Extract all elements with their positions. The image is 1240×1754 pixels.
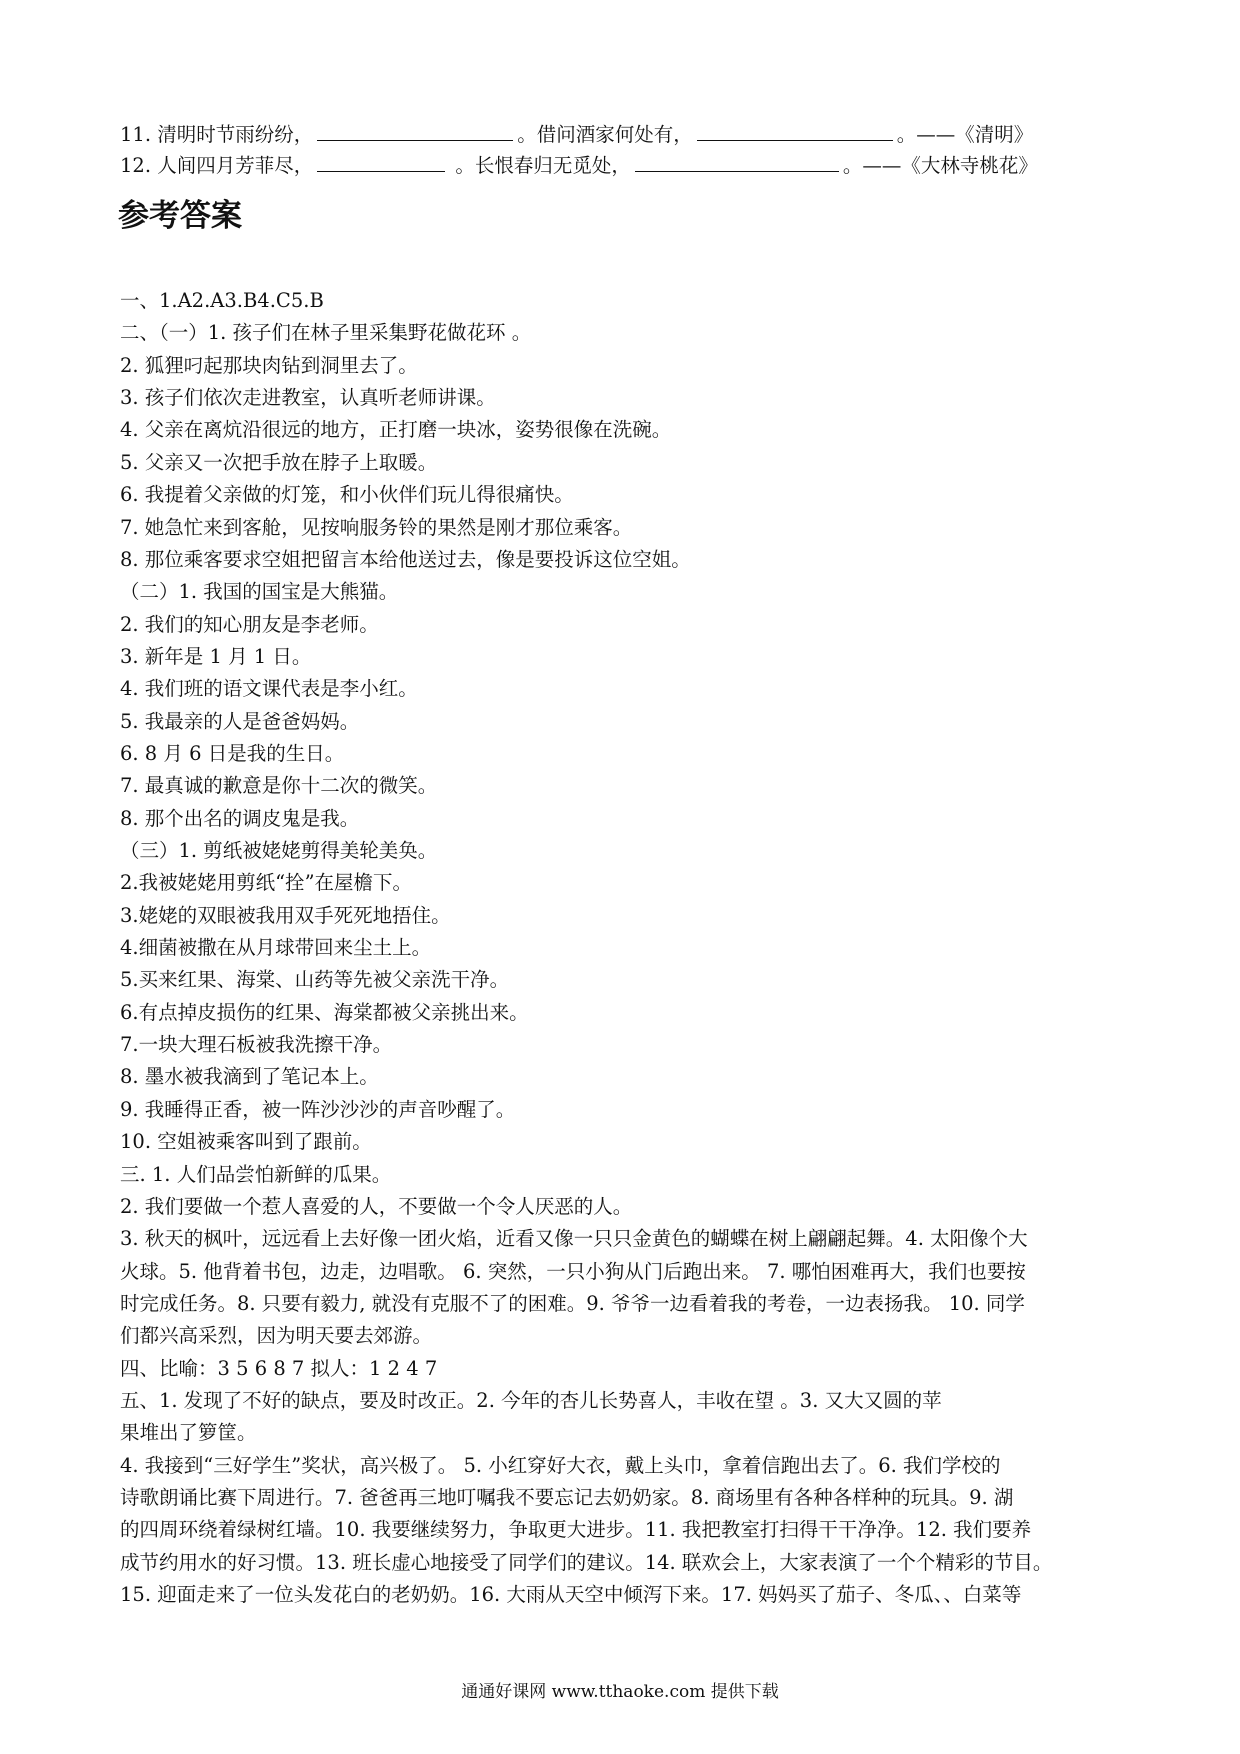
- poem-text: 。借问酒家何处有，: [517, 123, 693, 146]
- answer-line: 8. 那个出名的调皮鬼是我。: [120, 806, 360, 830]
- answer-line: 时完成任务。8. 只要有毅力, 就没有克服不了的困难。9. 爷爷一边看着我的考卷，一边表扬我。 10. 同学: [120, 1291, 1025, 1315]
- answer-line: 五、1. 发现了不好的缺点，要及时改正。2. 今年的杏儿长势喜人，丰收在望 。3. 又大又圆的苹: [120, 1388, 942, 1412]
- answer-blank: [635, 151, 839, 172]
- answer-line: 4. 我接到“三好学生”奖状，高兴极了。 5. 小红穿好大衣，戴上头巾，拿着信跑出去了。6. 我们学校的: [120, 1453, 1001, 1477]
- answer-line: 2. 我们要做一个惹人喜爱的人，不要做一个令人厌恶的人。: [120, 1194, 633, 1218]
- answer-line: 2. 我们的知心朋友是李老师。: [120, 612, 379, 636]
- poem-text: 12. 人间四月芳菲尽，: [120, 154, 314, 177]
- page-footer: 通通好课网 www.tthaoke.com 提供下载: [461, 1682, 779, 1702]
- answer-line: 5. 我最亲的人是爸爸妈妈。: [120, 709, 360, 733]
- answer-line: 3. 新年是 1 月 1 日。: [120, 644, 312, 668]
- answer-line: 的四周环绕着绿树红墙。10. 我要继续努力，争取更大进步。11. 我把教室打扫得干干净净。12. 我们要养: [120, 1518, 1032, 1542]
- answer-blank: [697, 120, 893, 141]
- answer-line: 8. 那位乘客要求空姐把留言本给他送过去，像是要投诉这位空姐。: [120, 547, 691, 571]
- answer-line: 6. 8 月 6 日是我的生日。: [120, 741, 345, 765]
- answer-line: 3. 秋天的枫叶，远远看上去好像一团火焰，近看又像一只只金黄色的蝴蝶在树上翩翩起舞。4. 太阳像个大: [120, 1227, 1028, 1251]
- answer-line: 2.我被姥姥用剪纸“拴”在屋檐下。: [120, 871, 413, 895]
- answer-line: 10. 空姐被乘客叫到了跟前。: [120, 1130, 372, 1154]
- poem-line-11: [120, 120, 1033, 150]
- answer-line: 们都兴高采烈，因为明天要去郊游。: [120, 1324, 433, 1348]
- answer-line: 5. 父亲又一次把手放在脖子上取暖。: [120, 450, 438, 474]
- answer-line: 6. 我提着父亲做的灯笼，和小伙伴们玩儿得很痛快。: [120, 483, 574, 507]
- answer-line: 7. 最真诚的歉意是你十二次的微笑。: [120, 774, 438, 798]
- answer-line: 7.一块大理石板被我洗擦干净。: [120, 1033, 393, 1057]
- answer-blank: [317, 151, 445, 172]
- answer-line: 8. 墨水被我滴到了笔记本上。: [120, 1065, 379, 1089]
- answer-line: 诗歌朗诵比赛下周进行。7. 爸爸再三地叮嘱我不要忘记去奶奶家。8. 商场里有各种各样种的玩具。9. 湖: [120, 1486, 1014, 1509]
- answer-line: 4. 我们班的语文课代表是李小红。: [120, 677, 418, 701]
- answer-line: 9. 我睡得正香，被一阵沙沙沙的声音吵醒了。: [120, 1097, 516, 1121]
- answer-line: 火球。5. 他背着书包，边走，边唱歌。 6. 突然，一只小狗从门后跑出来。 7. 哪怕困难再大，我们也要按: [120, 1259, 1026, 1283]
- answer-line: 四、比喻：3 5 6 8 7 拟人：1 2 4 7: [120, 1356, 438, 1380]
- answer-line: 2. 狐狸叼起那块肉钻到洞里去了。: [120, 353, 418, 377]
- answer-line: 5.买来红果、海棠、山药等先被父亲洗干净。: [120, 968, 510, 992]
- answer-line: 成节约用水的好习惯。13. 班长虚心地接受了同学们的建议。14. 联欢会上，大家表演了一个个精彩的节目。: [120, 1550, 1053, 1574]
- answer-line: （二）1. 我国的国宝是大熊猫。: [120, 580, 399, 604]
- answer-line: 三. 1. 人们品尝怕新鲜的瓜果。: [120, 1162, 392, 1186]
- answer-blank: [317, 120, 513, 141]
- answer-line: 4.细菌被撒在从月球带回来尘土上。: [120, 936, 432, 959]
- poem-line-12: [120, 151, 1038, 181]
- answer-line: 二、（一）1. 孩子们在林子里采集野花做花环 。: [120, 321, 532, 345]
- poem-source: 。——《大林寺桃花》: [842, 154, 1038, 177]
- answer-line: 果堆出了箩筐。: [120, 1421, 257, 1445]
- answer-line: 3. 孩子们依次走进教室，认真听老师讲课。: [120, 386, 496, 410]
- answer-line: 7. 她急忙来到客舱，见按响服务铃的果然是刚才那位乘客。: [120, 515, 633, 539]
- poem-text: 。长恨春归无觅处，: [449, 154, 631, 177]
- answer-line: 3.姥姥的双眼被我用双手死死地捂住。: [120, 903, 451, 927]
- answer-line: 4. 父亲在离炕沿很远的地方，正打磨一块冰，姿势很像在洗碗。: [120, 418, 672, 442]
- poem-text: 11. 清明时节雨纷纷，: [120, 123, 314, 146]
- answer-line: 一、1.A2.A3.B4.C5.B: [120, 289, 324, 312]
- answer-line: 6.有点掉皮损伤的红果、海棠都被父亲挑出来。: [120, 1000, 529, 1024]
- answer-line: 15. 迎面走来了一位头发花白的老奶奶。16. 大雨从天空中倾泻下来。17. 妈妈买了茄子、冬瓜、、白菜等: [120, 1583, 1022, 1606]
- poem-source: 。——《清明》: [896, 123, 1034, 146]
- answer-heading: 参考答案: [118, 198, 242, 234]
- answer-line: （三）1. 剪纸被姥姥剪得美轮美奂。: [120, 839, 438, 862]
